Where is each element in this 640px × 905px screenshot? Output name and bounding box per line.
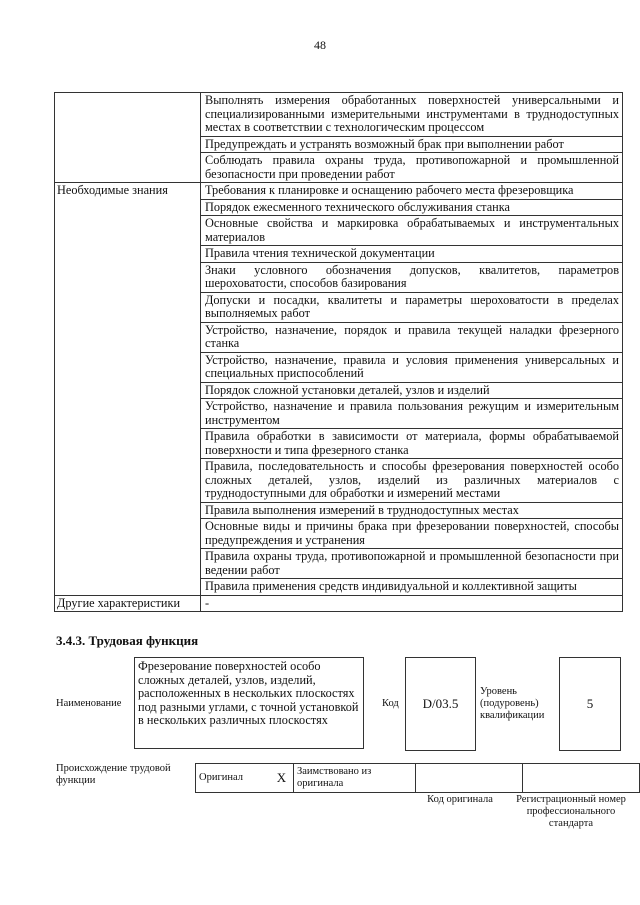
other-characteristics-label: Другие характеристики bbox=[55, 595, 201, 612]
knowledge-item: Правила применения средств индивидуальной и коллективной защиты bbox=[201, 579, 623, 596]
page-number: 48 bbox=[314, 38, 326, 52]
knowledge-item: Основные свойства и маркировка обрабатываемых и инструментальных материалов bbox=[201, 216, 623, 246]
original-label-cell bbox=[196, 764, 271, 793]
skills-continuation-cell bbox=[55, 93, 201, 183]
name-label: Наименование bbox=[56, 698, 122, 709]
function-name-box: Фрезерование поверхностей особо сложных деталей, узлов, изделий, расположенных в нескольких плоскостях под разными углами, с точной установкой в нескольких различных плоскостях bbox=[134, 657, 364, 749]
knowledge-item: Знаки условного обозначения допусков, квалитетов, параметров шероховатости, способов базирования bbox=[201, 262, 623, 292]
knowledge-item: Правила обработки в зависимости от материала, формы обрабатываемой поверхности и типа фрезерного станка bbox=[201, 429, 623, 459]
skills-item: Предупреждать и устранять возможный брак при выполнении работ bbox=[201, 136, 623, 153]
knowledge-item: Порядок сложной установки деталей, узлов и изделий bbox=[201, 382, 623, 399]
code-value-box: D/03.5 bbox=[405, 657, 476, 751]
code-label: Код bbox=[382, 698, 399, 709]
knowledge-item: Порядок ежесменного технического обслуживания станка bbox=[201, 199, 623, 216]
knowledge-item: Правила чтения технической документации bbox=[201, 246, 623, 263]
original-label: Оригинал bbox=[199, 772, 243, 783]
skills-item: Соблюдать правила охраны труда, противопожарной и промышленной безопасности при проведении работ bbox=[201, 153, 623, 183]
level-label: Уровень (подуровень) квалификации bbox=[480, 686, 545, 721]
level-value-box: 5 bbox=[559, 657, 621, 751]
borrowed-cell bbox=[294, 764, 416, 793]
code-original-cell bbox=[416, 764, 523, 793]
table-row bbox=[55, 93, 623, 137]
origin-table bbox=[195, 763, 640, 793]
knowledge-item: Требования к планировке и оснащению рабочего места фрезеровщика bbox=[201, 183, 623, 200]
original-mark-cell bbox=[270, 764, 294, 793]
skills-item: Выполнять измерения обработанных поверхностей универсальными и специализированными измерительными инструментами в труднодоступных местах в соответствии с технологическим процессом bbox=[201, 93, 623, 137]
required-knowledge-label: Необходимые знания bbox=[55, 183, 201, 596]
table-row bbox=[55, 183, 623, 200]
reg-number-caption: Регистрационный номер профессионального стандарта bbox=[516, 794, 626, 829]
knowledge-item: Правила охраны труда, противопожарной и промышленной безопасности при ведении работ bbox=[201, 549, 623, 579]
knowledge-item: Правила, последовательность и способы фрезерования поверхностей особо сложных деталей, узлов, изделий из различных материалов с труднодоступными для обработки и измерений местами bbox=[201, 459, 623, 503]
knowledge-item: Правила выполнения измерений в труднодоступных местах bbox=[201, 502, 623, 519]
reg-number-cell bbox=[523, 764, 640, 793]
table-row bbox=[55, 595, 623, 612]
borrowed-label: Заимствовано из оригинала bbox=[297, 766, 372, 789]
code-original-caption: Код оригинала bbox=[427, 794, 493, 805]
knowledge-item: Основные виды и причины брака при фрезеровании поверхностей, способы предупреждения и устранения bbox=[201, 519, 623, 549]
knowledge-item: Устройство, назначение и правила пользования режущим и измерительным инструментом bbox=[201, 399, 623, 429]
knowledge-item: Устройство, назначение, порядок и правила текущей наладки фрезерного станка bbox=[201, 322, 623, 352]
knowledge-item: Допуски и посадки, квалитеты и параметры шероховатости в пределах выполняемых работ bbox=[201, 292, 623, 322]
original-mark: X bbox=[276, 770, 287, 785]
requirements-table bbox=[54, 92, 623, 612]
other-characteristics-value: - bbox=[201, 595, 623, 612]
section-heading: 3.4.3. Трудовая функция bbox=[56, 633, 199, 648]
knowledge-item: Устройство, назначение, правила и условия применения универсальных и специальных приспособлений bbox=[201, 352, 623, 382]
origin-label: Происхождение трудовой функции bbox=[56, 763, 171, 786]
